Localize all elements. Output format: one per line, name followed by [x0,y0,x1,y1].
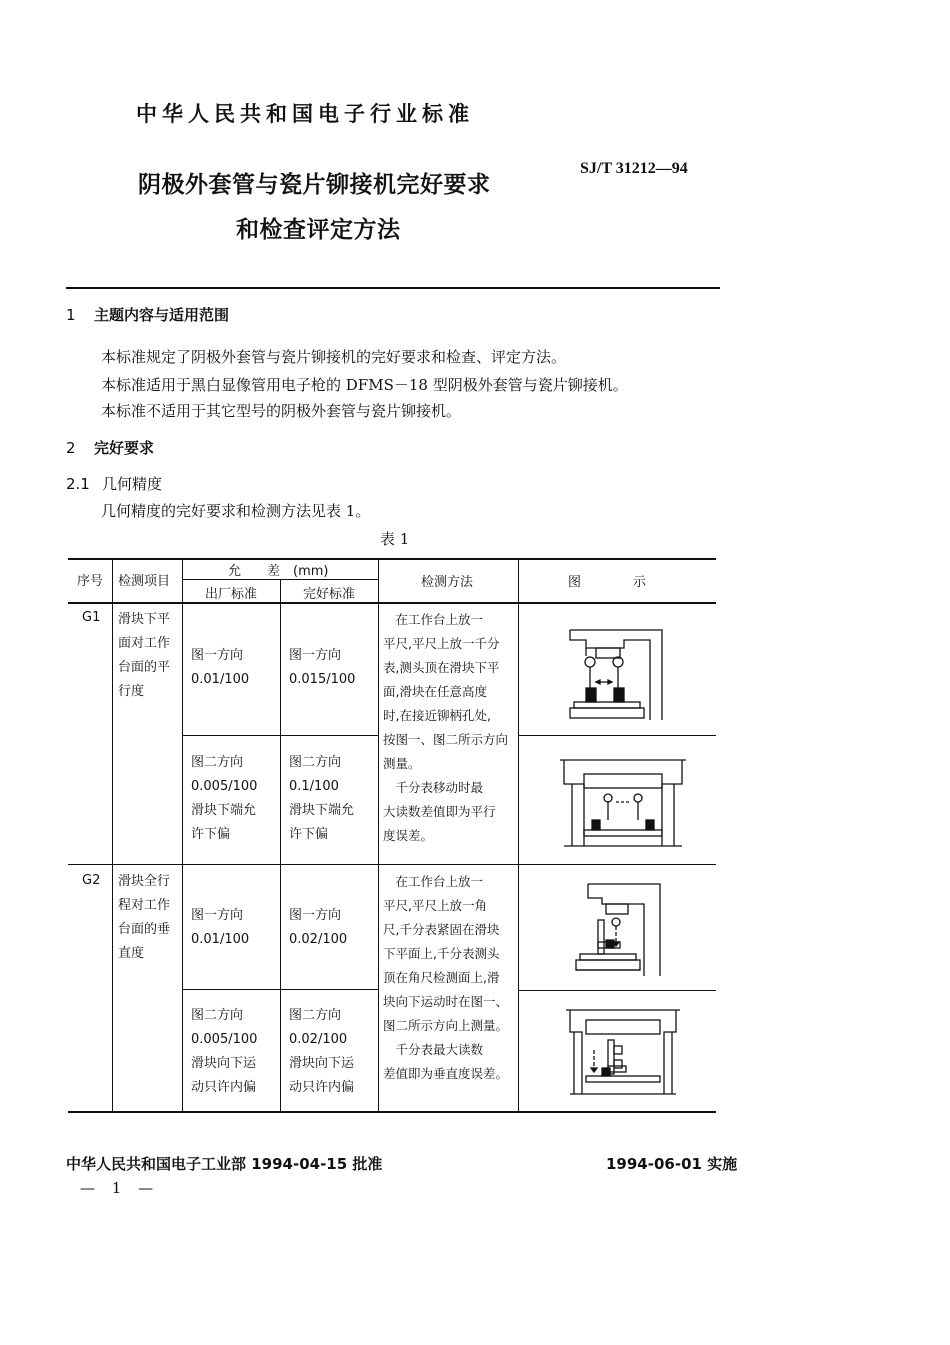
document-title-line2: 和检查评定方法 [236,217,401,243]
org-title: 中华人民共和国电子行业标准 [136,102,474,126]
page-number: — 1 — [80,1179,160,1197]
standard-number: SJ/T 31212—94 [580,160,688,177]
table-caption: 表 1 [380,530,410,548]
row-g1-good-2: 图二方向 0.1/100 滑块下端允 许下偏 [289,755,355,842]
row-g2-good-2: 图二方向 0.02/100 滑块向下运 动只许内偏 [289,1008,355,1095]
table-1 [68,558,716,1113]
section-2-1-heading: 2.1 几何精度 [66,475,163,493]
section-2-1-paragraph: 几何精度的完好要求和检测方法见表 1。 [101,502,371,520]
figure-g1-2 [558,754,688,850]
row-g1-seq: G1 [82,610,101,625]
row-g2-item: 滑块全行 程对工作 台面的垂 直度 [118,874,171,961]
header-tolerance: 允 差 (mm) [228,564,329,579]
row-g1-item: 滑块下平 面对工作 台面的平 行度 [118,612,171,699]
row-g1-factory-1: 图一方向 0.01/100 [191,648,250,687]
figure-g2-2 [564,1004,682,1098]
figure-g2-1 [572,880,666,978]
row-g2-factory-1: 图一方向 0.01/100 [191,908,250,947]
row-g1-good-1: 图一方向 0.015/100 [289,648,356,687]
header-seq: 序号 [77,574,104,589]
row-g1-method: 在工作台上放一 平尺,平尺上放一千分 表,测头顶在滑块下平 面,滑块在任意高度 时,在接近铆柄孔处, 按图一、图二所示方向 测量。 千分表移动时最 大读数差值即为平行 度误差。 [383,612,509,843]
header-factory: 出厂标准 [205,587,258,602]
row-g1-factory-2: 图二方向 0.005/100 滑块下端允 许下偏 [191,755,258,842]
section-1-heading: 1 主题内容与适用范围 [66,306,230,324]
row-g2-factory-2: 图二方向 0.005/100 滑块向下运 动只许内偏 [191,1008,258,1095]
section-1-paragraph: 本标准不适用于其它型号的阴极外套管与瓷片铆接机。 [101,402,462,420]
header-good: 完好标准 [303,587,356,602]
document-title-line1: 阴极外套管与瓷片铆接机完好要求 [138,172,491,198]
header-figure: 图 示 [568,575,647,590]
row-g2-good-1: 图一方向 0.02/100 [289,908,348,947]
row-g2-method: 在工作台上放一 平尺,平尺上放一角 尺,千分表紧固在滑块 下平面上,千分表测头 顶在角尺检测面上,滑 块向下运动时在图一、 图二所示方向上测量。 千分表最大读数 差值即为垂直度误差。 [383,874,509,1081]
implementation-date: 1994-06-01 实施 [606,1155,738,1173]
figure-g1-1 [566,626,672,722]
title-divider [66,287,720,289]
header-item: 检测项目 [118,574,171,589]
section-1-paragraph: 本标准适用于黑白显像管用电子枪的 DFMS－18 型阴极外套管与瓷片铆接机。 [101,376,628,394]
approval-line: 中华人民共和国电子工业部 1994-04-15 批准 [66,1155,383,1173]
row-g2-seq: G2 [82,873,101,888]
section-1-paragraph: 本标准规定了阴极外套管与瓷片铆接机的完好要求和检查、评定方法。 [101,348,567,366]
header-method: 检测方法 [421,575,474,590]
section-2-heading: 2 完好要求 [66,439,155,457]
